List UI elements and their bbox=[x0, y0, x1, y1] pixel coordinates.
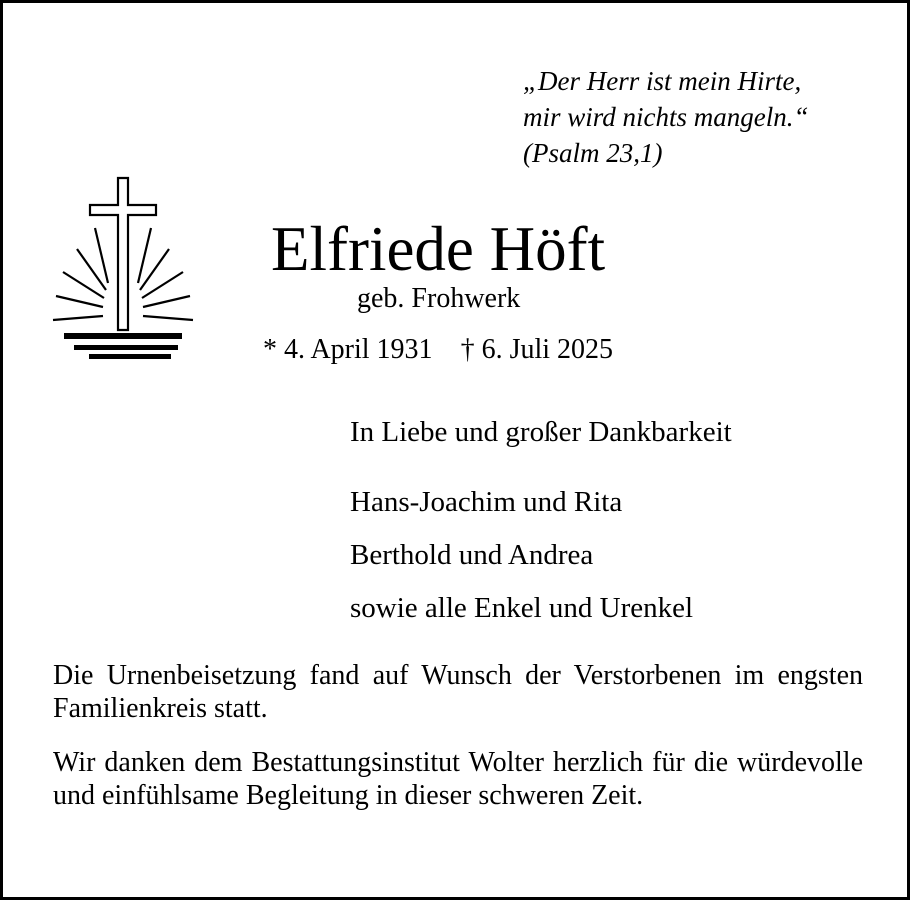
birth-date: * 4. April 1931 bbox=[263, 334, 433, 365]
mourner-entry: sowie alle Enkel und Urenkel bbox=[350, 592, 694, 624]
mourners-block bbox=[350, 412, 732, 635]
maiden-name: geb. Frohwerk bbox=[357, 283, 521, 314]
mourner-entry: Berthold und Andrea bbox=[350, 539, 594, 571]
psalm-line-2: mir wird nichts mangeln.“ bbox=[523, 102, 809, 132]
dedication-line: In Liebe und großer Dankbarkeit bbox=[350, 416, 732, 448]
death-date: † 6. Juli 2025 bbox=[460, 334, 614, 365]
mourner-entry: Hans-Joachim und Rita bbox=[350, 486, 623, 518]
psalm-line-1: „Der Herr ist mein Hirte, bbox=[523, 66, 802, 96]
psalm-reference: (Psalm 23,1) bbox=[523, 138, 663, 168]
life-dates bbox=[263, 331, 613, 369]
psalm-quote bbox=[523, 63, 809, 171]
thanks-note: Wir danken dem Bestattungsinstitut Wolter herzlich für die würdevolle und einfühlsame Begleitung in dieser schweren Zeit. bbox=[53, 747, 863, 811]
deceased-name: Elfriede Höft bbox=[271, 214, 606, 284]
burial-note: Die Urnenbeisetzung fand auf Wunsch der Verstorbenen im engsten Familienkreis statt. bbox=[53, 660, 863, 724]
cross-with-sun-rays-icon bbox=[48, 173, 198, 368]
